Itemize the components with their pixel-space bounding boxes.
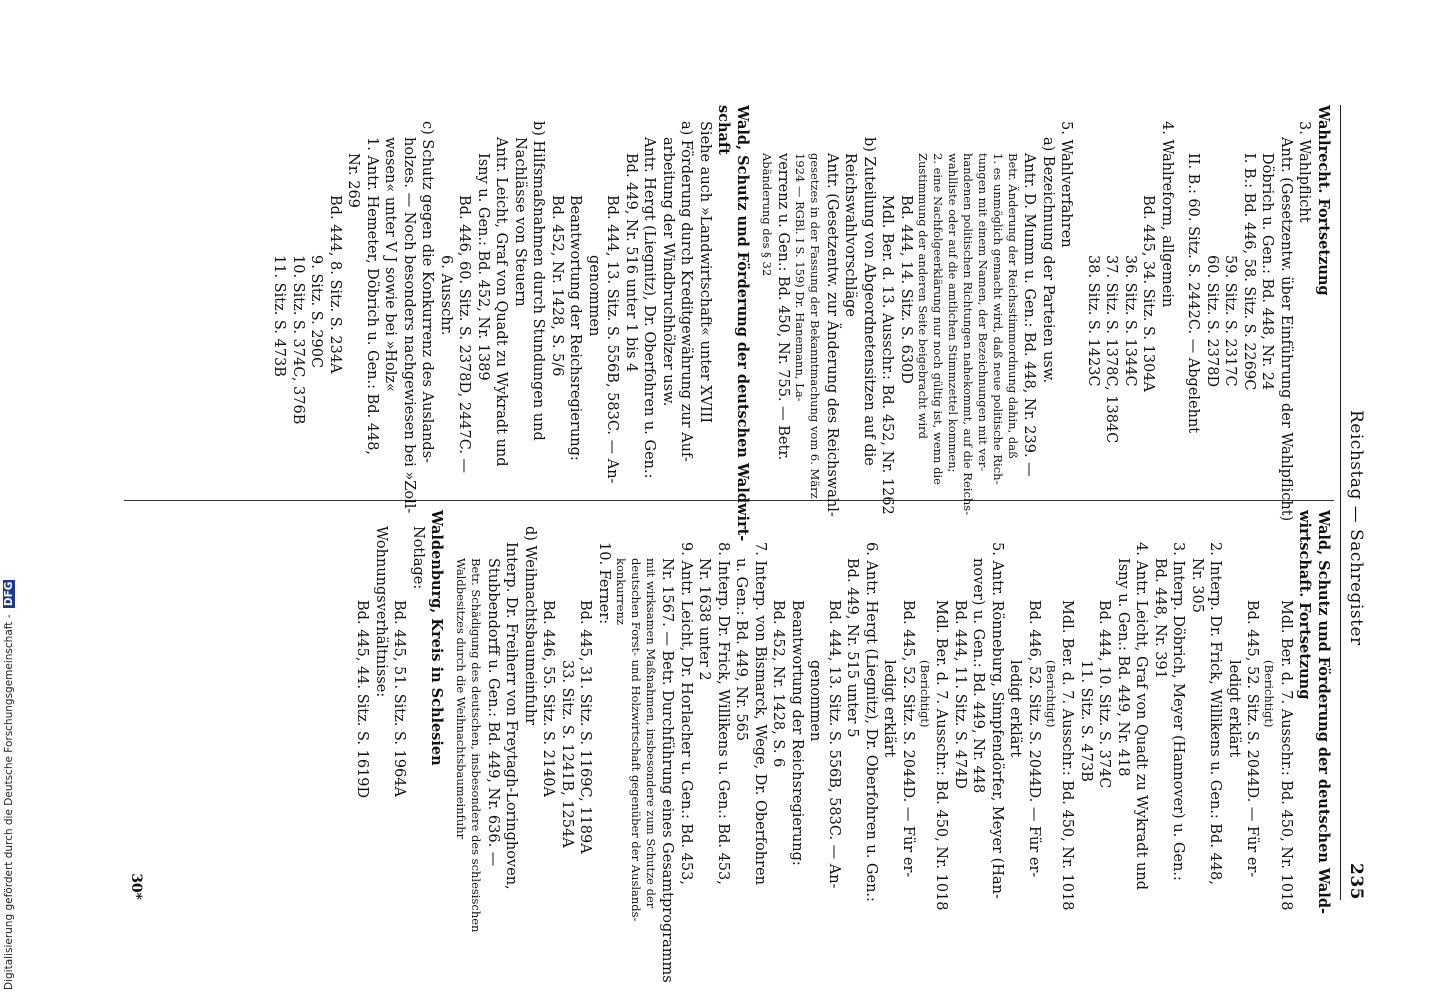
index-entry-line: holzes. — Noch besonders nachgewiesen bei »Zoll- bbox=[401, 137, 417, 514]
index-entry-line: verrenz u. Gen.: Bd. 450, Nr. 755. — Betr. bbox=[775, 153, 792, 461]
header-rule bbox=[1340, 105, 1341, 900]
digitization-note bbox=[0, 0, 24, 1000]
index-entry-line: ledigt erklärt bbox=[881, 660, 898, 758]
index-entry-line: II. B.: 60. Sitz. S. 2442C. — Abgelehnt bbox=[1185, 153, 1202, 434]
index-entry-line: Bd. 444, 11. Sitz. S. 474D bbox=[952, 600, 968, 789]
page-header bbox=[1340, 110, 1366, 900]
index-entry-line: nover) u. Gen.: Bd. 449, Nr. 448 bbox=[970, 558, 987, 794]
index-entry-line: a) Bezeichnung der Parteien usw. bbox=[1040, 137, 1056, 384]
index-entry-line: Bd. 448, Nr. 391 bbox=[1152, 558, 1168, 679]
index-entry-line: Bd. 446, 52. Sitz. S. 2044D. — Für er- bbox=[1026, 600, 1042, 878]
funding-note-text: Digitalisierung gefördert durch die Deutsche Forschungsgemeinschaft - bbox=[3, 614, 15, 990]
index-entry-line: deutschen Forst- und Holzwirtschaft gegenüber der Auslands- bbox=[629, 558, 643, 922]
index-entry-line: 10. Sitz. S. 374C, 376B bbox=[290, 255, 306, 425]
index-entry-line: (Berichtigt) bbox=[1044, 660, 1058, 728]
index-entry-line: b) Hilfsmaßnahmen durch Stundungen und bbox=[530, 121, 547, 441]
index-entry-line: Mdl. Ber. d. 7. Ausschr.: Bd. 450, Nr. 1018 bbox=[1278, 600, 1294, 911]
signature-mark: 30* bbox=[128, 873, 144, 900]
index-entry-line: 60. Sitz. S. 2378D bbox=[1204, 255, 1220, 388]
index-entry-line: Antr. D. Mumm u. Gen.: Bd. 448, Nr. 239. — bbox=[1021, 153, 1038, 477]
index-entry-line: Wald, Schutz und Förderung der deutschen Waldwirt- bbox=[734, 105, 751, 542]
index-entry-line: schaft bbox=[715, 105, 733, 155]
index-entry-line: handenen politischen Richtungen nahekommt, auf die Reichs- bbox=[961, 153, 975, 516]
index-entry-line: 5. Antr. Rönneburg, Simpfendörfer, Meyer (Han- bbox=[989, 542, 1005, 899]
index-entry-line bbox=[751, 105, 759, 490]
index-entry-line: 59. Sitz. S. 2317C bbox=[1222, 255, 1239, 387]
index-entry-line: Isny u. Gen.: Bd. 449, Nr. 418 bbox=[1115, 558, 1131, 777]
index-entry-line: Bd. 444, 13. Sitz. S. 556B, 583C. — An- bbox=[826, 600, 842, 889]
index-entry-line: ledigt erklärt bbox=[1226, 660, 1242, 758]
right-column bbox=[353, 510, 1332, 983]
index-entry-line: wesen« unter V J sowie bei »Holz« bbox=[382, 137, 399, 392]
index-entry-line: 9. Antr. Leicht, Dr. Horlacher u. Gen.: Bd. 453, bbox=[678, 542, 694, 885]
index-entry-line: b) Zuteilung von Abgeordnetensitzen auf die bbox=[861, 137, 877, 466]
index-entry-line: wirtschaft. Fortsetzung bbox=[1296, 510, 1314, 700]
index-entry-line: 7. Interp. von Bismarck, Wege, Dr. Oberfohren bbox=[752, 542, 768, 885]
index-entry-line: 1. Antr. Hemeter, Döbrich u. Gen.: Bd. 448, bbox=[364, 137, 380, 456]
index-entry-line: Nr. 305 bbox=[1189, 558, 1205, 613]
index-entry-line: Bd. 452, Nr. 1428, S. 5/6 bbox=[549, 195, 565, 377]
index-entry-line: 2. eine Nachfolgeerklärung nur noch gültig ist, wenn die bbox=[931, 153, 945, 485]
index-entry-line: 8. Interp. Dr. Frick, Willikens u. Gen.: Bd. 453, bbox=[715, 542, 731, 885]
index-entry-line: 1924 — RGBl. I S. 159) Dr. Hanemann, La- bbox=[793, 153, 808, 402]
index-entry-line: Nr. 1567. — Betr. Durchführung eines Gesamtprogramms bbox=[659, 558, 676, 983]
index-entry-line: Betr. Schädigung des deutschen, insbesondere des schlesischen bbox=[469, 558, 484, 933]
index-entry-line: Waldenburg, Kreis in Schlesien bbox=[428, 510, 446, 766]
index-entry-line: Betr. Änderung der Reichsstimmordnung dahin, daß bbox=[1006, 153, 1020, 459]
index-entry-line: Nr. 1638 unter 2 bbox=[696, 558, 713, 681]
index-entry-line: 11. Sitz. S. 473B bbox=[1078, 660, 1094, 782]
index-entry-line bbox=[446, 510, 454, 895]
index-entry-line: Bd. 444, 14. Sitz. S. 630D bbox=[898, 195, 914, 384]
left-column bbox=[270, 105, 1332, 542]
index-entry-line: mit wirksamen Maßnahmen, insbesondere zum Schutze der bbox=[644, 558, 658, 909]
index-entry-line: 3. Wahlpflicht bbox=[1296, 121, 1313, 223]
index-entry-line: genommen bbox=[586, 255, 602, 337]
index-entry-line: Bd. 445, 52. Sitz. S. 2044D. — Für er- bbox=[900, 600, 916, 878]
index-entry-line: Bd. 445, 31. Sitz. S. 1169C, 1189A bbox=[577, 600, 594, 854]
index-entry-line: Isny u. Gen.: Bd. 452, Nr. 1389 bbox=[475, 153, 491, 381]
index-entry-line: Bd. 445, 52. Sitz. S. 2044D. — Für er- bbox=[1244, 600, 1261, 878]
index-entry-line: Reichswahlvorschläge bbox=[842, 153, 859, 317]
index-entry-line: Beantwortung der Reichsregierung: bbox=[789, 600, 805, 866]
index-entry-line: Wahlrecht. Fortsetzung bbox=[1315, 105, 1332, 296]
index-entry-line: Antr. (Gesetzentw. zur Änderung des Reichswahl- bbox=[824, 153, 840, 517]
index-entry-line: Waldbesitzes durch die Weihnachtsbaumeinfuhr bbox=[454, 558, 469, 840]
index-entry-line: arbeitung der Windbruchhölzer usw. bbox=[660, 137, 676, 407]
index-entry-line: Bd. 444, 10. Sitz. S. 374C bbox=[1096, 600, 1113, 789]
index-entry-line: 6. Antr. Hergt (Liegnitz), Dr. Oberfohren u. Gen.: bbox=[863, 542, 879, 902]
index-entry-line: u. Gen.: Bd. 449, Nr. 565 bbox=[733, 558, 750, 742]
index-entry-line: (Berichtigt) bbox=[1262, 660, 1277, 728]
index-entry-line: d) Weihnachtsbaumeinfuhr bbox=[522, 526, 538, 726]
page-number: 235 bbox=[1346, 863, 1366, 900]
index-entry-line: Döbrich u. Gen.: Bd. 448, Nr. 24 bbox=[1259, 153, 1276, 391]
index-entry-line: Bd. 445, 34. Sitz. S. 1304A bbox=[1140, 195, 1157, 392]
index-entry-line: Antr. Leicht, Graf von Quadt zu Wykradt und bbox=[493, 137, 510, 467]
index-entry-line: Antr. Hergt (Liegnitz), Dr. Oberfohren u. Gen.: bbox=[641, 137, 658, 479]
index-entry-line: 36. Sitz. S. 1344C bbox=[1122, 255, 1138, 387]
index-entry-line: 4. Wahlreform, allgemein bbox=[1159, 121, 1175, 308]
index-entry-line: wahlliste oder auf die amtlichen Stimmzettel kommen; bbox=[946, 153, 960, 473]
index-entry-line: 11. Sitz. S. 473B bbox=[271, 255, 288, 377]
index-entry-line: Abänderung des § 32 bbox=[760, 153, 774, 277]
running-title: Reichstag — Sachregister bbox=[1346, 410, 1366, 646]
index-entry-line: genommen bbox=[807, 660, 824, 742]
index-entry-line: 33. Sitz. S. 1241B, 1254A bbox=[559, 660, 575, 848]
index-entry-line: Interp. Dr. Freiherr von Freytagh-Loringhoven, bbox=[503, 542, 520, 890]
index-entry-line: Bd. 446, 60. Sitz. S. 2378D, 2447C. — bbox=[456, 195, 473, 474]
dfg-logo: DFG bbox=[3, 581, 15, 607]
index-entry-line: konkurrenz bbox=[614, 558, 628, 625]
index-entry-line: Bd. 449, Nr. 515 unter 5 bbox=[844, 558, 861, 738]
index-entry-line: (Berichtigt) bbox=[918, 660, 932, 728]
index-entry-line: 10. Ferner: bbox=[596, 542, 612, 625]
index-entry-line: tungen mit einem Namen, der Bezeichnungen mit ver- bbox=[976, 153, 990, 472]
index-entry-line: Bd. 449, Nr. 516 unter 1 bis 4 bbox=[623, 153, 639, 373]
index-entry-line: Notlage: bbox=[410, 526, 426, 590]
index-entry-line bbox=[1176, 105, 1184, 490]
index-entry-line: I. B.: Bd. 446, 58. Sitz. S. 2269C bbox=[1241, 153, 1257, 391]
index-entry-line: 6. Ausschr. bbox=[438, 255, 454, 336]
index-entry-line: Stubbendorff u. Gen.: Bd. 449, Nr. 636. — bbox=[485, 558, 501, 867]
index-entry-line: Mdl. Ber. d. 7. Ausschr.: Bd. 450, Nr. 1018 bbox=[933, 600, 950, 911]
column-divider bbox=[124, 500, 1334, 501]
index-entry-line: Bd. 452, Nr. 1428, S. 6 bbox=[770, 600, 787, 768]
index-entry-line: Antr. (Gesetzentw. über Einführung der Wahlpflicht) bbox=[1278, 137, 1294, 522]
index-entry-line: c) Schutz gegen die Konkurrenz des Auslands- bbox=[419, 121, 436, 464]
index-entry-line: Zustimmung der anderen Seite beigebracht wird bbox=[916, 153, 930, 440]
index-entry-line: Nachlässe von Steuern bbox=[512, 137, 528, 307]
index-entry-line: 9. Sitz. S. 290C bbox=[308, 255, 325, 369]
index-entry-line: Wohnungsverhältnisse: bbox=[373, 526, 389, 698]
index-entry-line: Siehe auch »Landwirtschaft« unter XVIII bbox=[697, 121, 713, 424]
index-entry-line: Nr. 269 bbox=[345, 153, 362, 208]
index-entry-line: 38. Sitz. S. 1423C bbox=[1085, 255, 1101, 387]
index-entry-line: Bd. 445, 44. Sitz. S. 1619D bbox=[354, 600, 371, 799]
index-entry-line: 3. Interp. Döbrich, Meyer (Hannover) u. Gen.: bbox=[1170, 542, 1187, 881]
index-entry-line: 2. Interp. Dr. Frick, Willikens u. Gen.: Bd. 448, bbox=[1207, 542, 1224, 885]
index-entry-line: ledigt erklärt bbox=[1007, 660, 1024, 758]
index-entry-line: Beantwortung der Reichsregierung: bbox=[567, 195, 584, 461]
index-entry-line: Mdl. Ber. d. 13. Ausschr.: Bd. 452, Nr. 1262 bbox=[879, 195, 896, 515]
index-entry-line: 4. Antr. Leicht, Graf von Quadt zu Wykradt und bbox=[1133, 542, 1150, 890]
index-entry-line: 5. Wahlverfahren bbox=[1058, 121, 1075, 248]
index-entry-line: 1. es unmöglich gemacht wird, daß neue politische Rich- bbox=[991, 153, 1005, 485]
index-entry-line: 37. Sitz. S. 1378C, 1384C bbox=[1103, 255, 1120, 444]
index-entry-line: Wald, Schutz und Förderung der deutschen Wald- bbox=[1315, 510, 1332, 914]
index-entry-line bbox=[1076, 105, 1084, 490]
index-entry-line: Bd. 446, 55. Sitz. S. 2140A bbox=[540, 600, 557, 797]
index-entry-line: a) Förderung durch Kreditgewährung zur Auf- bbox=[678, 121, 695, 462]
index-entry-line: Mdl. Ber. d. 7. Ausschr.: Bd. 450, Nr. 1018 bbox=[1059, 600, 1076, 911]
index-entry-line: Bd. 445, 51. Sitz. S. 1964A bbox=[391, 600, 408, 797]
index-entry-line: gesetzes in der Fassung der Bekanntmachung vom 6. März bbox=[808, 153, 823, 499]
index-entry-line: Bd. 444, 13. Sitz. S. 556B, 583C. — An- bbox=[604, 195, 621, 484]
index-entry-line: Bd. 444, 8. Sitz. S. 234A bbox=[327, 195, 343, 374]
